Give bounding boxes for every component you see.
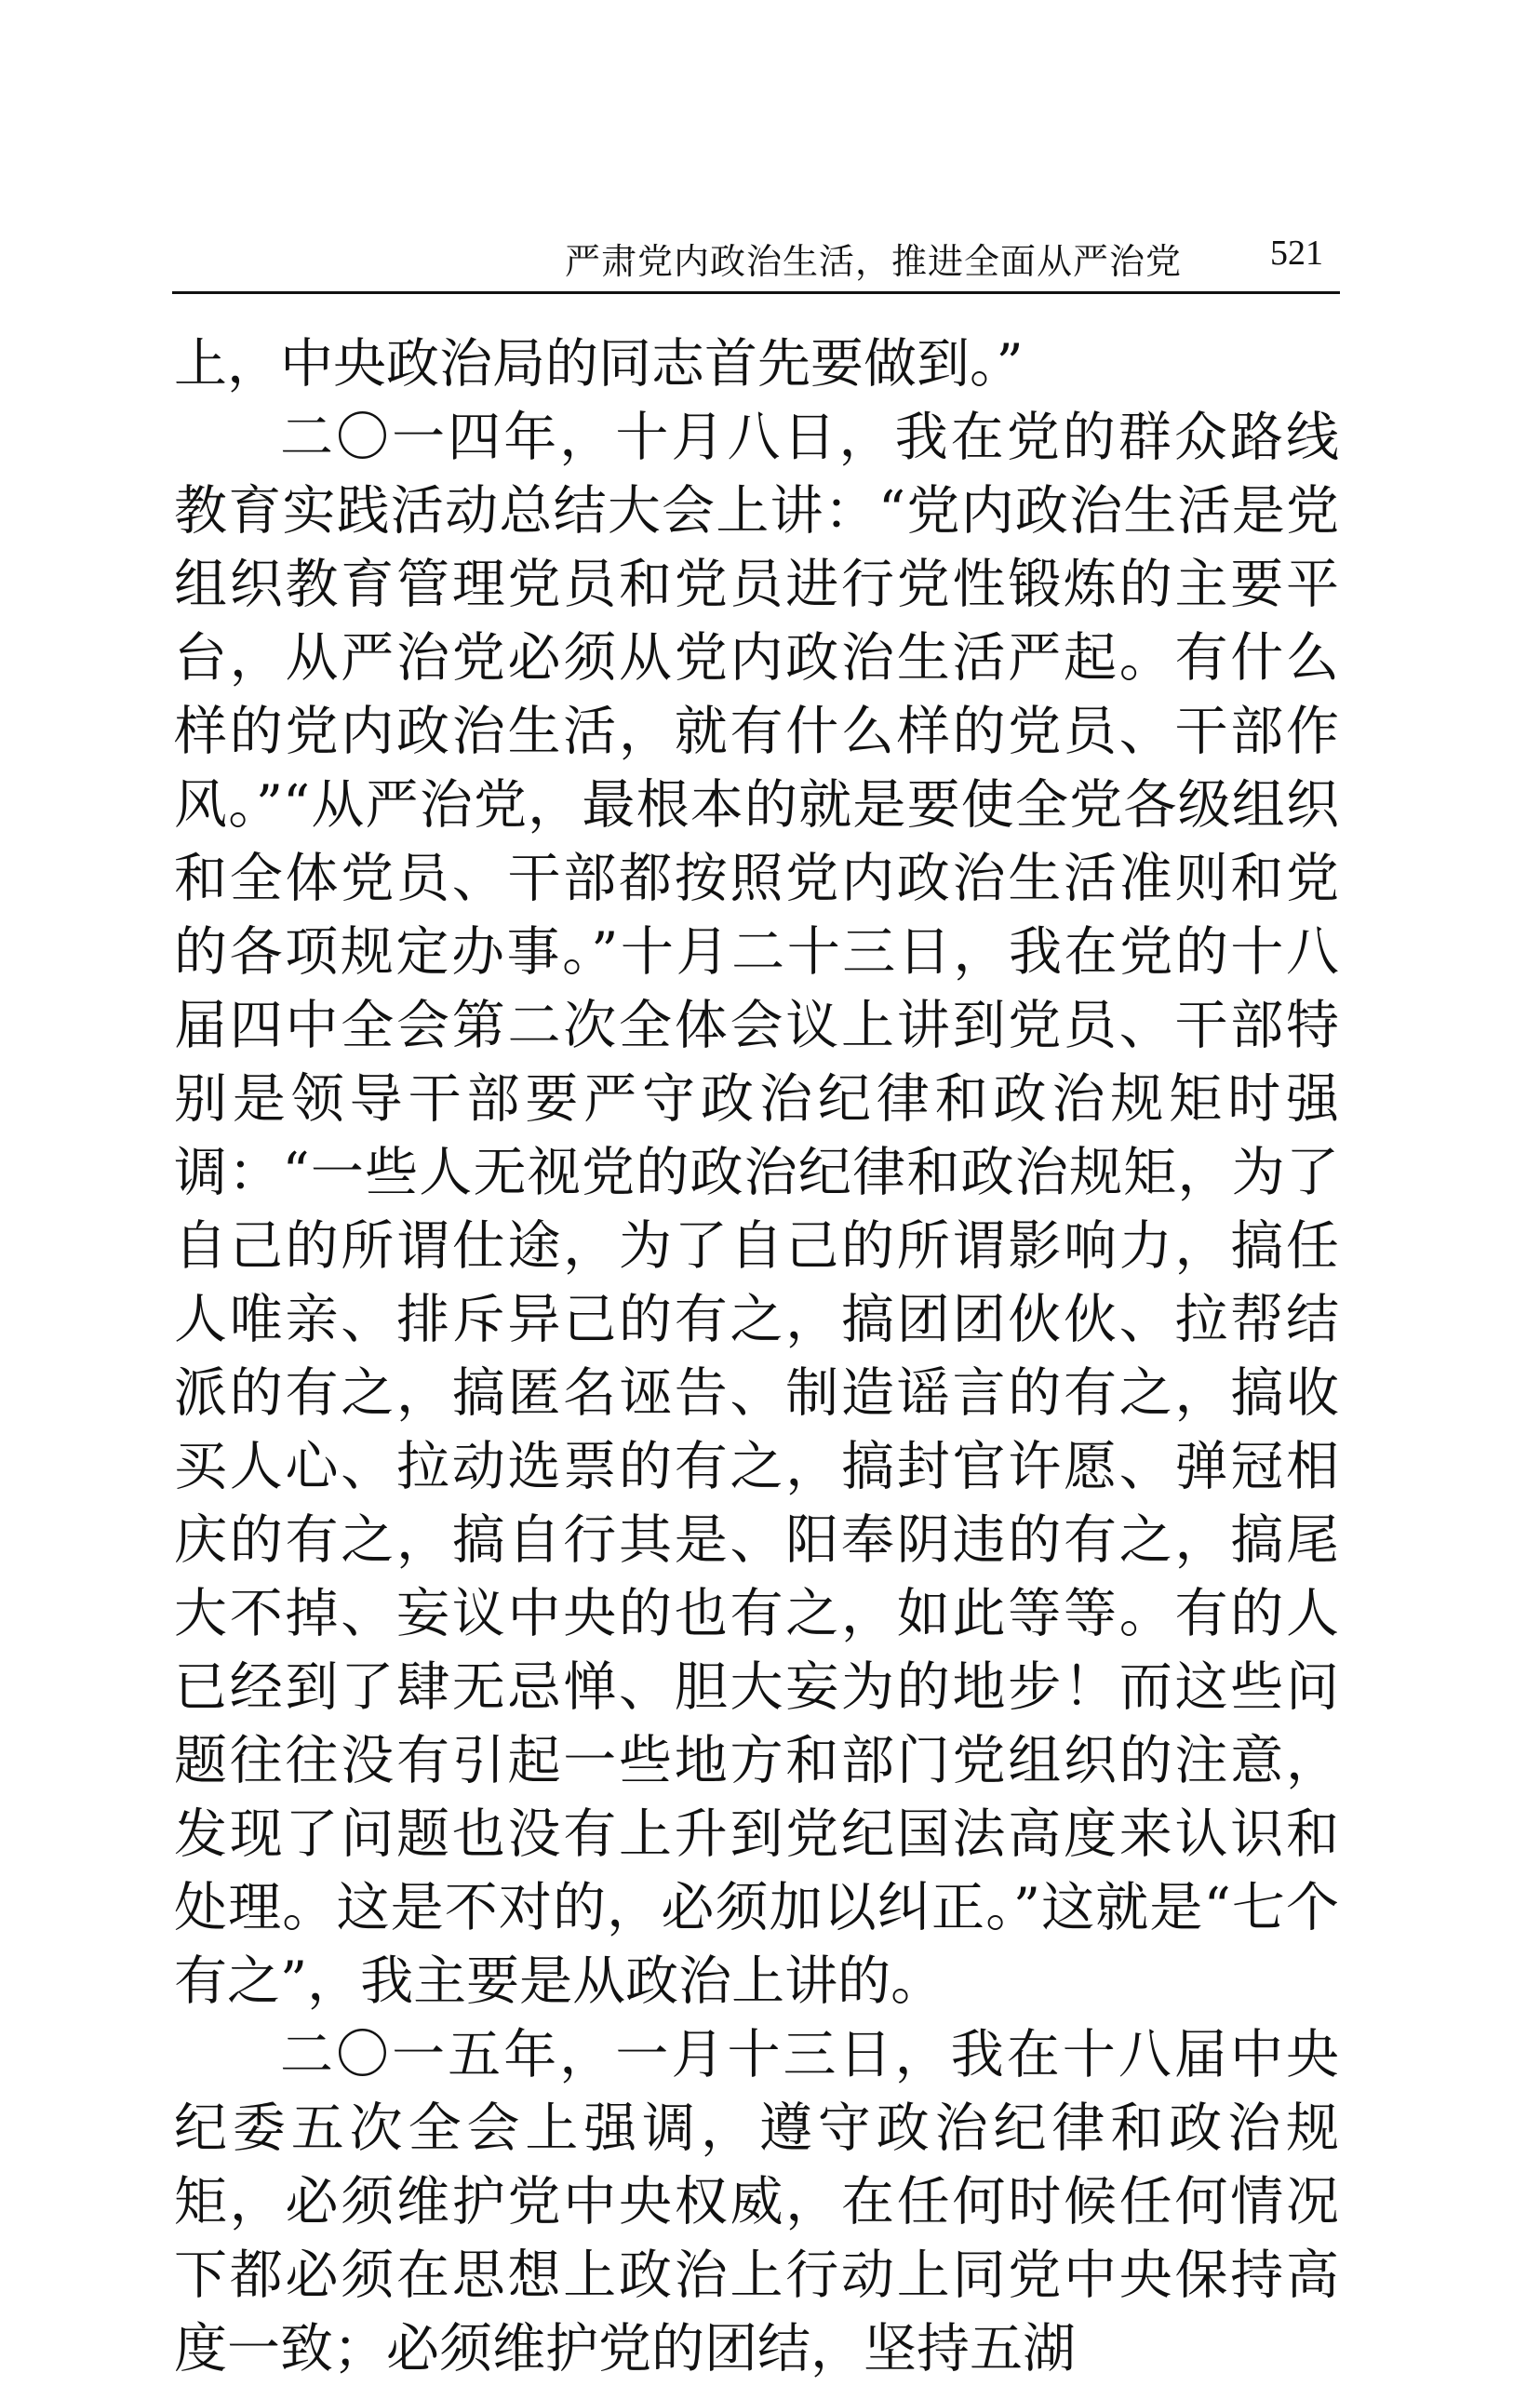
paragraph-2015: 二〇一五年，一月十三日，我在十八届中央纪委五次全会上强调，遵守政治纪律和政治规矩，必须维护党中央权威，在任何时候任何情况下都必须在思想上政治上行动上同党中央保持高度一致；必须维护党的团结，坚持五湖 [174,2024,1339,2379]
page-header [172,223,1340,298]
paragraph-continuation: 上，中央政治局的同志首先要做到。” [174,333,1024,395]
body-text [174,328,1339,2386]
page-number: 521 [1270,234,1323,273]
paragraph-2014: 二〇一四年，十月八日，我在党的群众路线教育实践活动总结大会上讲：“党内政治生活是党组织教育管理党员和党员进行党性锻炼的主要平台，从严治党必须从党内政治生活严起。有什么样的党内政治生活，就有什么样的党员、干部作风。”“从严治党，最根本的就是要使全党各级组织和全体党员、干部都按照党内政治生活准则和党的各项规定办事。”十月二十三日，我在党的十八届四中全会第二次全体会议上讲到党员、干部特别是领导干部要严守政治纪律和政治规矩时强调：“一些人无视党的政治纪律和政治规矩，为了自己的所谓仕途，为了自己的所谓影响力，搞任人唯亲、排斥异己的有之，搞团团伙伙、拉帮结派的有之，搞匿名诬告、制造谣言的有之，搞收买人心、拉动选票的有之，搞封官许愿、弹冠相庆的有之，搞自行其是、阳奉阴违的有之，搞尾大不掉、妄议中央的也有之，如此等等。有的人已经到了肆无忌惮、胆大妄为的地步！而这些问题往往没有引起一些地方和部门党组织的注意，发现了问题也没有上升到党纪国法高度来认识和处理。这是不对的，必须加以纠正。”这就是“七个有之”，我主要是从政治上讲的。 [174,407,1339,2012]
running-title: 严肃党内政治生活，推进全面从严治党 [564,241,1182,282]
header-rule [172,291,1340,294]
